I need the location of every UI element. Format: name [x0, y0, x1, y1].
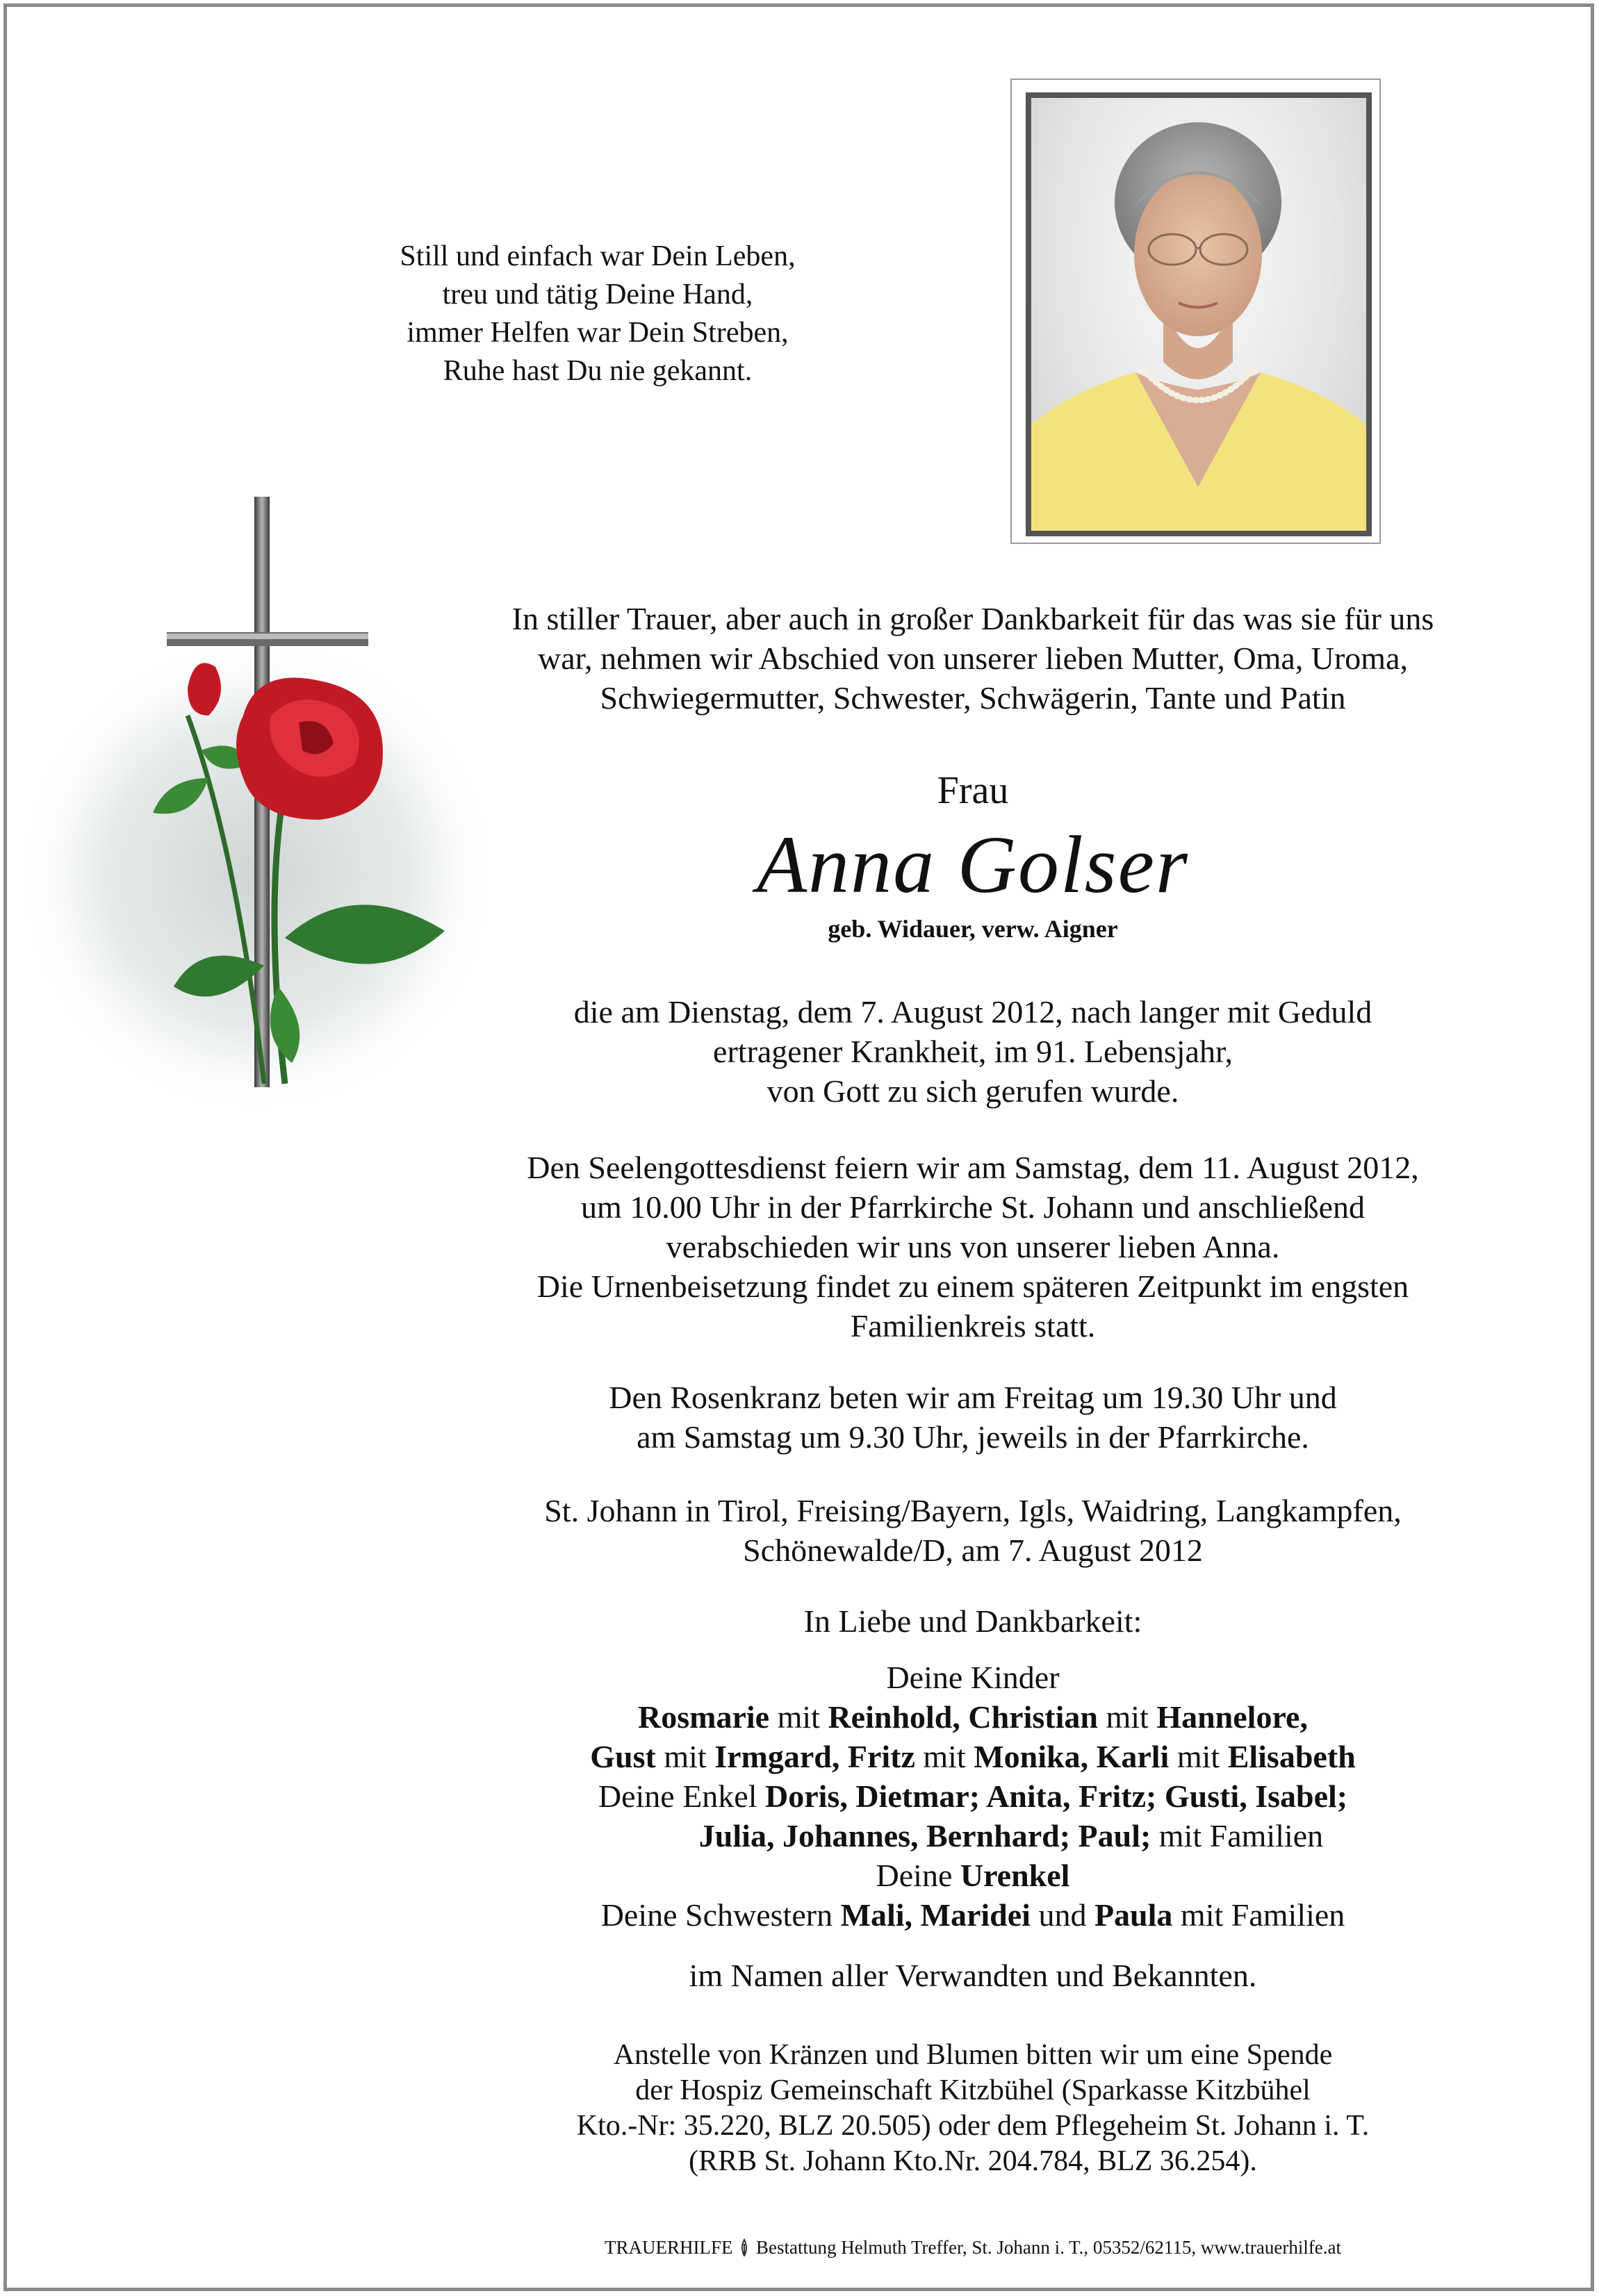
connector-text: mit	[769, 1699, 828, 1735]
service-line: um 10.00 Uhr in der Pfarrkirche St. Johann und anschließend	[580, 1189, 1366, 1225]
place-line: St. Johann in Tirol, Freising/Bayern, Igls, Waidring, Langkampfen,	[544, 1493, 1402, 1528]
grandchildren-names: Julia, Johannes, Bernhard; Paul;	[698, 1818, 1151, 1853]
verse-line: treu und tätig Deine Hand,	[442, 279, 753, 311]
donation-line: Anstelle von Kränzen und Blumen bitten wir um eine Spende	[613, 2039, 1333, 2071]
sisters-names: Mali, Maridei	[840, 1897, 1031, 1933]
service-line: Den Seelengottesdienst feiern wir am Samstag, dem 11. August 2012,	[527, 1150, 1419, 1185]
notice-line: die am Dienstag, dem 7. August 2012, nach langer mit Geduld	[573, 994, 1372, 1030]
salutation: Frau	[937, 769, 1009, 812]
children-line	[431, 1697, 1515, 1737]
relatives-line: im Namen aller Verwandten und Bekannten.	[689, 1958, 1257, 1993]
verse-line: Ruhe hast Du nie gekannt.	[443, 355, 753, 387]
donation-line: der Hospiz Gemeinschaft Kitzbühel (Sparkasse Kitzbühel	[635, 2074, 1311, 2106]
portrait-frame	[1010, 79, 1381, 544]
notice-line: ertragener Krankheit, im 91. Lebensjahr,	[713, 1034, 1233, 1069]
grandchildren-label: Deine Enkel	[598, 1778, 766, 1814]
intro-line: In stiller Trauer, aber auch in großer Dankbarkeit für das was sie für uns	[511, 601, 1434, 636]
name-text: Irmgard, Fritz	[714, 1739, 915, 1774]
donation-line: Kto.-Nr: 35.220, BLZ 20.505) oder dem Pflegeheim St. Johann i. T.	[576, 2110, 1370, 2142]
name-text: Reinhold, Christian	[828, 1699, 1098, 1735]
portrait-photo	[1026, 92, 1372, 536]
sisters-line	[431, 1895, 1515, 1935]
name-text: Elisabeth	[1227, 1739, 1356, 1774]
footer-brand: TRAUERHILFE	[604, 2237, 733, 2258]
children-label: Deine Kinder	[886, 1660, 1060, 1695]
connector-text: mit	[1169, 1739, 1228, 1774]
family-list	[431, 1658, 1515, 1935]
name-text: Gust	[590, 1739, 656, 1774]
closing-phrase: In Liebe und Dankbarkeit:	[803, 1603, 1142, 1639]
name-text: Hannelore,	[1156, 1699, 1308, 1735]
place-and-date	[431, 1491, 1515, 1570]
birth-names: geb. Widauer, verw. Aigner	[828, 915, 1118, 943]
children-line	[431, 1737, 1515, 1776]
connector-text: und	[1030, 1897, 1094, 1933]
sisters-suffix: mit Familien	[1172, 1897, 1345, 1933]
name-text: Rosmarie	[638, 1699, 770, 1735]
intro-text	[431, 599, 1515, 718]
death-notice	[431, 992, 1515, 1111]
connector-text: mit	[915, 1739, 974, 1774]
service-line: Die Urnenbeisetzung findet zu einem späteren Zeitpunkt im engsten	[536, 1269, 1409, 1304]
sisters-names: Paula	[1094, 1897, 1173, 1933]
name-text: Monika, Karli	[974, 1739, 1170, 1774]
verse-line: Still und einfach war Dein Leben,	[400, 240, 796, 272]
sisters-label: Deine Schwestern	[600, 1897, 841, 1933]
service-line: Familienkreis statt.	[850, 1308, 1096, 1344]
great-grandchildren: Urenkel	[960, 1858, 1070, 1893]
deceased-name: Anna Golser	[757, 819, 1189, 910]
notice-line: von Gott zu sich gerufen wurde.	[766, 1073, 1179, 1109]
grandchildren-suffix: mit Familien	[1151, 1818, 1324, 1853]
donation-line: (RRB St. Johann Kto.Nr. 204.784, BLZ 36.254).	[689, 2145, 1257, 2177]
intro-line: Schwiegermutter, Schwester, Schwägerin, Tante und Patin	[600, 680, 1346, 716]
rosary-line: Den Rosenkranz beten wir am Freitag um 19.30 Uhr und	[609, 1380, 1337, 1415]
intro-line: war, nehmen wir Abschied von unserer lieben Mutter, Oma, Uroma,	[537, 641, 1409, 676]
portrait-illustration	[1031, 98, 1366, 531]
leaf-icon	[737, 2238, 751, 2256]
rosary-info	[431, 1378, 1515, 1457]
verse-line: immer Helfen war Dein Streben,	[407, 317, 789, 349]
funeral-home-footer	[556, 2236, 1390, 2259]
grandchildren-names: Doris, Dietmar; Anita, Fritz; Gusti, Isabel;	[765, 1778, 1348, 1814]
place-line: Schönewalde/D, am 7. August 2012	[743, 1533, 1203, 1568]
donation-request	[431, 2038, 1515, 2179]
connector-text: mit	[655, 1739, 715, 1774]
service-line: verabschieden wir uns von unserer lieben Anna.	[666, 1229, 1280, 1264]
grandchildren-line	[431, 1816, 1515, 1856]
great-grandchildren-label: Deine	[876, 1858, 960, 1893]
grandchildren-line	[431, 1776, 1515, 1816]
funeral-service-info	[431, 1148, 1515, 1346]
footer-text: Bestattung Helmuth Treffer, St. Johann i. T., 05352/62115, www.trauerhilfe.at	[751, 2237, 1342, 2258]
connector-text: mit	[1097, 1699, 1157, 1735]
rosary-line: am Samstag um 9.30 Uhr, jeweils in der Pfarrkirche.	[637, 1419, 1309, 1455]
great-grandchildren-line	[431, 1856, 1515, 1895]
memorial-verse	[306, 238, 889, 390]
